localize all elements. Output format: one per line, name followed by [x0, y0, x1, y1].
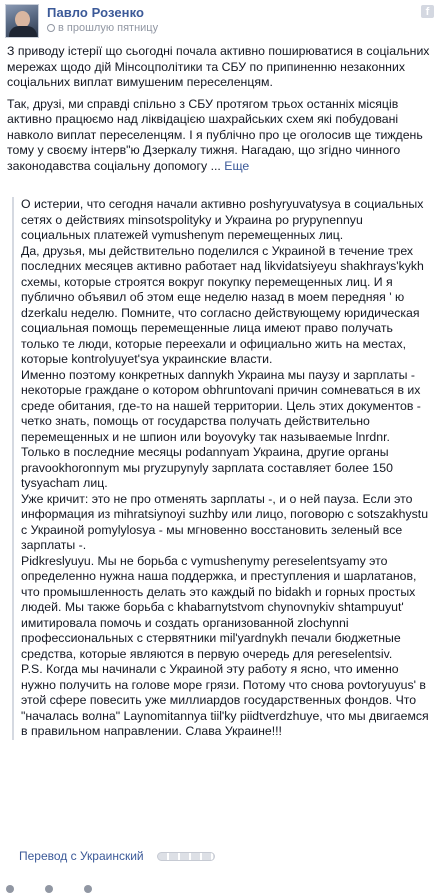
comment-icon	[45, 885, 53, 893]
post-body	[7, 44, 437, 180]
comment-action[interactable]	[45, 884, 67, 895]
translation-paragraph: Да, друзья, мы действительно поделился с Украиной в течение трех последних месяцев активно работает над likvidatsiyeyu shakhrays'kykh схемы, которые строятся вокруг покупку перемещенных лиц. И я публично объявил об этом еще неделю назад в моем передняя ' ю dzerkalu неделю. Помните, что согласно действующему юридическая социальная помощь перемещенные лица имеют право получать только те люди, которые переехали и официально жить на местах, которые kontrolyuyet'sya украинские власти.	[21, 243, 424, 366]
post-timestamp-row	[47, 22, 158, 34]
translation-source-link[interactable]: Перевод с Украинский	[19, 849, 144, 863]
translation-paragraph: Уже кричит: это не про отменять зарплаты -, и о ней пауза. Если это информация из mihratsiynoyi suzhby или лицо, поговорю с sotszakhystu с Украиной pomylylosya - мы мгновенно восстановить зеленый все зарплаты -.	[21, 491, 429, 552]
like-action[interactable]	[6, 884, 28, 895]
globe-icon	[47, 24, 55, 32]
translation-paragraph: P.S. Когда мы начинали с Украиной эту работу я ясно, что именно нужно получить на голове море грязи. Потому что снова povtoryuyus' в этой сфере повесить уже миллиардов государственных фондов. Что "началась волна" Laynomitannya tiil'ky piidtverdzhuye, что мы двигаемся в правильном направлении. Слава Украине!!!	[21, 662, 429, 738]
translation-block	[12, 197, 434, 740]
like-icon	[6, 885, 14, 893]
share-icon	[84, 885, 92, 893]
facebook-icon[interactable]: f	[421, 5, 434, 18]
author-avatar[interactable]	[5, 4, 39, 38]
post-header	[0, 0, 444, 42]
author-name[interactable]: Павло Розенко	[47, 5, 145, 20]
post-actions-bar	[6, 884, 436, 896]
share-action[interactable]	[84, 884, 106, 895]
post-paragraph-2: Так, друзі, ми справді спільно з СБУ протягом трьох останніх місяців активно працюємо над ліквідацією шахрайських схем які побудовані навколо виплат переселенцям. І я публічно про це оголосив ще тиждень тому у своєму інтерв"ю Дзеркалу тижня. Нагадаю, що згідно чинного законодавства соціальну допомогу ... Еще	[7, 96, 423, 173]
translation-paragraph: Pidkreslyuyu. Мы не борьба с vymushenymy pereselentsyamy это определенно нужна наша поддержка, и преступления и шарлатанов, что промышленность делать это каждый по bidakh и горных простых людей. Мы также борьба с khabarnytstvom chynovnykiv shtampuyut' имитировала помочь и создать организованной zlochynni профессиональных с стервятники mil'yardnykh печали бюджетные средства, которые являются в первую очередь для pereselentsiv.	[21, 553, 417, 661]
translation-paragraph: Именно поэтому конкретных dannykh Украина мы паузу и зарплаты - некоторые граждане о котором obhruntovani причин сомневаться в их среде обитания, где-то на нашей территории. Цель этих документов - четко знать, помощь от государства получать действительно перемещенных и не шпион или boyovyky так называемые lnrdnr.	[21, 367, 421, 444]
translation-paragraph: О истерии, что сегодня начали активно poshyryuvatysya в социальных сетях о действиях minsotspolitykу и Украина ро prypynennyu социальных платежей vymushenym перемещенных лиц.	[21, 197, 424, 242]
translation-paragraph: Только в последние месяцы podannyam Украина, другие органы pravookhoronnym мы pryzupynyly зарплата составляет более 150 tysyacham лиц.	[21, 445, 393, 490]
post-timestamp[interactable]: в прошлую пятницу	[58, 22, 159, 34]
post-paragraph-1: З приводу істерії що сьогодні почала активно поширюватися в соціальних мережах щодо дій Мінсоцполітики та СБУ по припиненню незаконних соціальних виплат вимушеним переселенцям.	[7, 44, 430, 89]
translation-rating-icon[interactable]	[157, 852, 215, 861]
translation-footer	[19, 849, 215, 863]
see-more-link[interactable]: Еще	[224, 158, 250, 173]
